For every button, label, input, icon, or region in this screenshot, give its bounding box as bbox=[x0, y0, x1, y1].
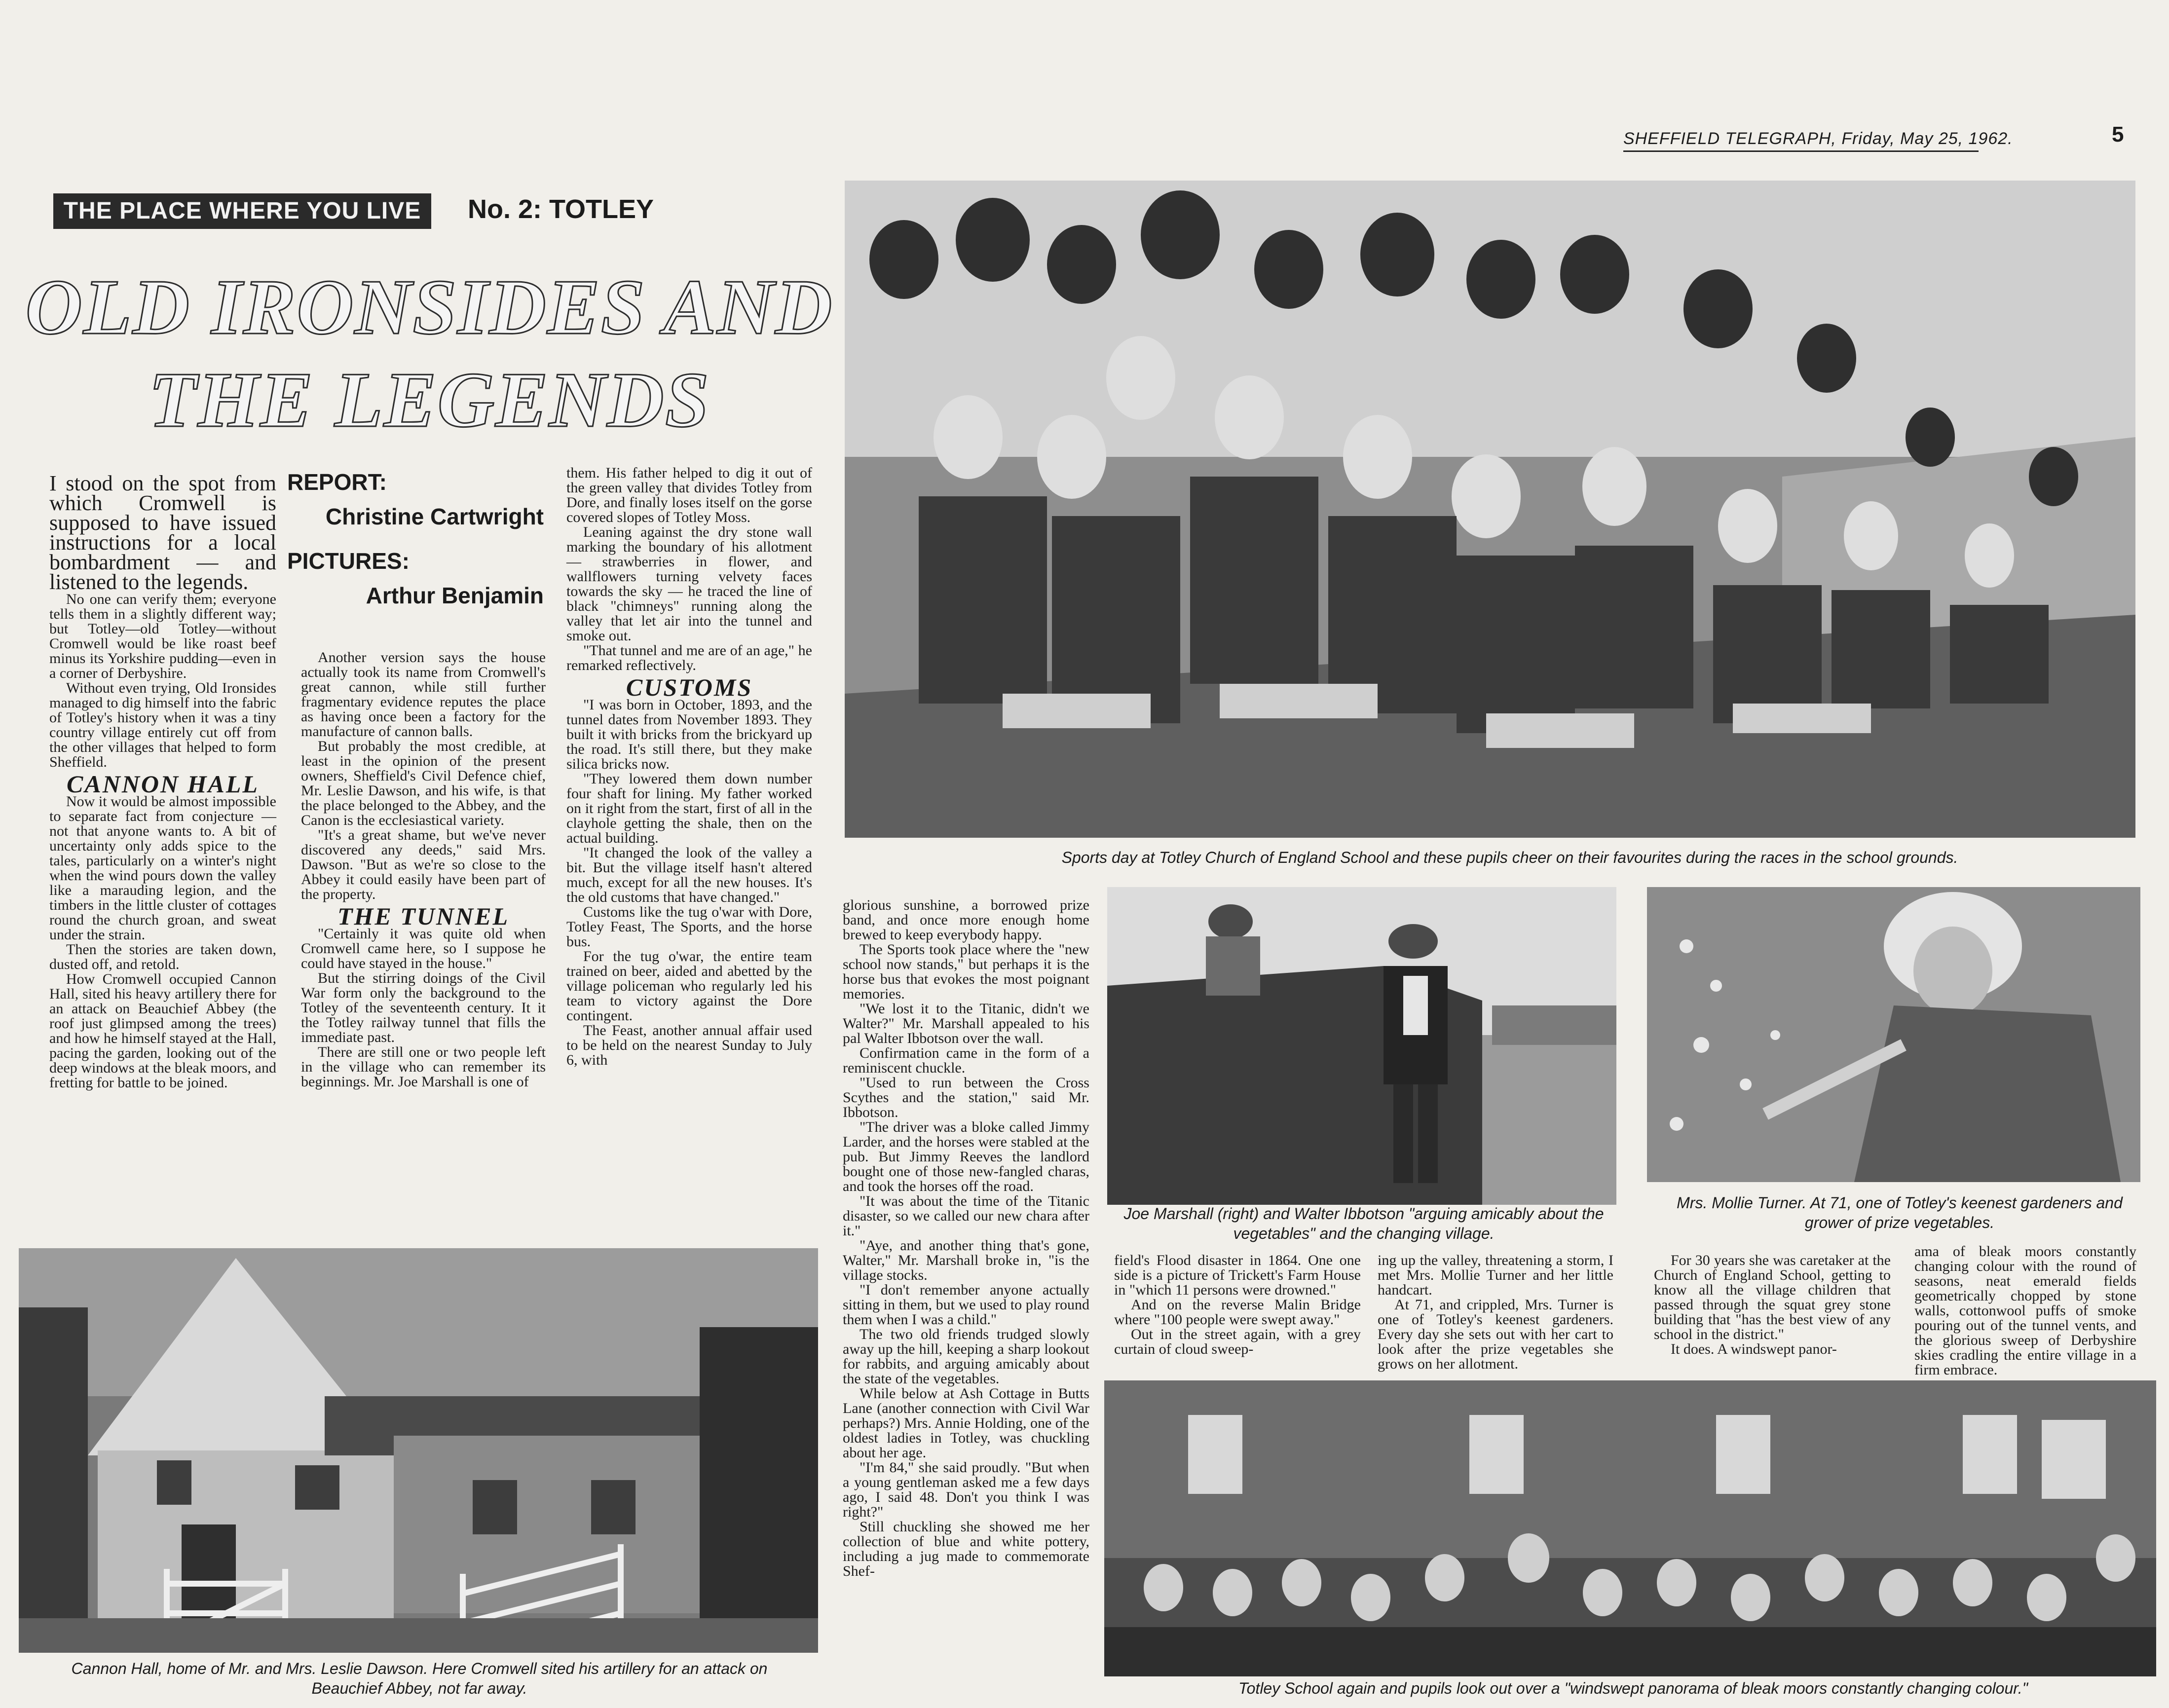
article-column-4 bbox=[843, 898, 1089, 1579]
paragraph: "Certainly it was quite old when Cromwell came here, so I suppose he could have stayed in the house." bbox=[301, 926, 546, 971]
totley-school-illustration bbox=[1104, 1380, 2156, 1676]
paragraph: "They lowered them down number four shaft for lining. My father worked on it right from the start, first of all in the clayhole getting the shale, then on the actual building. bbox=[566, 771, 812, 846]
paragraph: No one can verify them; everyone tells them in a slightly different way; but Totley—old Totley—without Cromwell would be like roast beef minus its Yorkshire pudding—even in a corner of Derbyshire. bbox=[49, 591, 276, 681]
pictures-name: Arthur Benjamin bbox=[366, 583, 544, 608]
paragraph: For the tug o'war, the entire team trained on beer, aided and abetted by the village policeman who regularly led his team to victory against the Dore contingent. bbox=[566, 948, 812, 1024]
paragraph: ing up the valley, threatening a storm, I met Mrs. Mollie Turner and her little handcart. bbox=[1378, 1252, 1613, 1298]
article-column-6 bbox=[1378, 1253, 1613, 1372]
paragraph: Customs like the tug o'war with Dore, Totley Feast, The Sports, and the horse bus. bbox=[566, 904, 812, 950]
caption-mollie-turner: Mrs. Mollie Turner. At 71, one of Totley's keenest gardeners and grower of prize vegetables. bbox=[1677, 1194, 2123, 1231]
paragraph: "That tunnel and me are of an age," he remarked reflectively. bbox=[566, 642, 812, 673]
paragraph: "I'm 84," she said proudly. "But when a young gentleman asked me a few days ago, I said 48. Don't you think I was right?" bbox=[843, 1459, 1089, 1520]
article-column-8 bbox=[1914, 1244, 2136, 1377]
paragraph: Without even trying, Old Ironsides managed to dig himself into the fabric of Totley's history when it was a tiny country village entirely cut off from the other villages that helped to form Sheffield. bbox=[49, 680, 276, 770]
photo-totley-school bbox=[1104, 1380, 2156, 1676]
paragraph: Then the stories are taken down, dusted off, and retold. bbox=[49, 941, 276, 972]
report-name: Christine Cartwright bbox=[325, 504, 544, 529]
cannon-hall-illustration bbox=[19, 1248, 818, 1653]
paragraph: How Cromwell occupied Cannon Hall, sited his heavy artillery there for an attack on Beauchief Abbey (the roof just glimpsed among the trees) and how he himself stayed at the Hall, pacing the garden, looking out of the deep windows at the bleak moors, and fretting for battle to be joined. bbox=[49, 971, 276, 1091]
series-label: THE PLACE WHERE YOU LIVE bbox=[53, 193, 431, 229]
paragraph: While below at Ash Cottage in Butts Lane (another connection with Civil War perhaps?) Mrs. Annie Holding, one of the oldest ladies in Totley, was chuckling about her age. bbox=[843, 1385, 1089, 1461]
report-label: REPORT: bbox=[287, 469, 387, 495]
headline-line-1: OLD IRONSIDES AND bbox=[25, 263, 833, 351]
caption-sports-day: Sports day at Totley Church of England School and these pupils cheer on their favourites during the races in the school grounds. bbox=[1061, 849, 1958, 866]
article-column-5 bbox=[1114, 1253, 1361, 1357]
caption-marshall-ibbotson: Joe Marshall (right) and Walter Ibbotson "arguing amicably about the vegetables" and the changing village. bbox=[1123, 1205, 1604, 1242]
masthead: SHEFFIELD TELEGRAPH, Friday, May 25, 1962. bbox=[1623, 129, 1979, 152]
paragraph: The Sports took place where the "new school now stands," but perhaps it is the horse bus that evokes the most poignant memories. bbox=[843, 941, 1089, 1002]
paragraph: At 71, and crippled, Mrs. Turner is one of Totley's keenest gardeners. Every day she sets out with her cart to look after the prize vegetables she grows on her allotment. bbox=[1378, 1297, 1613, 1372]
paragraph: Still chuckling she showed me her collection of blue and white pottery, including a jug made to commemorate Shef- bbox=[843, 1519, 1089, 1579]
paragraph: And on the reverse Malin Bridge where "100 people were swept away." bbox=[1114, 1297, 1361, 1328]
subhead-cannon-hall: CANNON HALL bbox=[67, 770, 259, 798]
paragraph: Confirmation came in the form of a reminiscent chuckle. bbox=[843, 1045, 1089, 1076]
article-column-3 bbox=[566, 466, 812, 1068]
paragraph: ama of bleak moors constantly changing colour with the round of seasons, neat emerald fields geometrically chopped by stone walls, cottonwool puffs of smoke pouring out of the tunnel vents, and the glorious sweep of Derbyshire skies cradling the entire village in a firm embrace. bbox=[1914, 1243, 2136, 1378]
paragraph: "I don't remember anyone actually sitting in them, but we used to play round them when I was a child." bbox=[843, 1282, 1089, 1328]
photo-cannon-hall bbox=[19, 1248, 818, 1653]
paragraph: Leaning against the dry stone wall marking the boundary of his allotment — strawberries in flower, and wallflowers turning velvety faces towards the sky — he traced the line of black "chimneys" running along the valley that let air into the tunnel and smoke out. bbox=[566, 524, 812, 644]
paragraph: Another version says the house actually took its name from Cromwell's great cannon, while still further fragmentary evidence reputes the place as having once been a factory for the manufacture of cannon balls. bbox=[301, 649, 546, 740]
paragraph: Now it would be almost impossible to separate fact from conjecture — not that anyone wants to. A bit of uncertainty only adds spice to the tales, particularly on a winter's night when the wind pours down the valley like a marauding legion, and the timbers in the little cluster of cottages round the church groan, and sweat under the strain. bbox=[49, 793, 276, 943]
lead-paragraph: I stood on the spot from which Cromwell is supposed to have issued instructions for a local bombardment — and listened to the legends. bbox=[49, 471, 276, 594]
paragraph: them. His father helped to dig it out of the green valley that divides Totley from Dore, and finally loses itself on the gorse covered slopes of Totley Moss. bbox=[566, 465, 812, 525]
headline-line-2: THE LEGENDS bbox=[149, 356, 710, 444]
paragraph: "It's a great shame, but we've never discovered any deeds," said Mrs. Dawson. "But as we're so close to the Abbey it could easily have been part of the property. bbox=[301, 827, 546, 902]
paragraph: But probably the most credible, at least in the opinion of the present owners, Sheffield's Civil Defence chief, Mr. Leslie Dawson, and his wife, is that the place belonged to the Abbey, and the Canon is the ecclesiastical variety. bbox=[301, 738, 546, 828]
paragraph: There are still one or two people left in the village who can remember its beginnings. Mr. Joe Marshall is one of bbox=[301, 1044, 546, 1090]
paragraph: The two old friends trudged slowly away up the hill, keeping a sharp lookout for rabbits, and arguing amicably about the state of the vegetables. bbox=[843, 1326, 1089, 1387]
paragraph: The Feast, another annual affair used to be held on the nearest Sunday to July 6, with bbox=[566, 1022, 812, 1068]
photo-sports-day bbox=[845, 181, 2135, 838]
paragraph: glorious sunshine, a borrowed prize band, and once more enough home brewed to keep everybody happy. bbox=[843, 897, 1089, 943]
paragraph: "The driver was a bloke called Jimmy Larder, and the horses were stabled at the pub. But Jimmy Reeves the landlord bought one of those new-fangled charas, and took the horses off the road. bbox=[843, 1119, 1089, 1194]
paragraph: For 30 years she was caretaker at the Church of England School, getting to know all the village children that passed through the squat grey stone building that "has the best view of any school in the district." bbox=[1654, 1252, 1891, 1342]
paragraph: It does. A windswept panor- bbox=[1671, 1341, 1837, 1357]
caption-totley-school: Totley School again and pupils look out over a "windswept panorama of bleak moors constantly changing colour." bbox=[1238, 1679, 2028, 1697]
paragraph: "It was about the time of the Titanic disaster, so we called our new chara after it." bbox=[843, 1193, 1089, 1239]
paragraph: "Used to run between the Cross Scythes and the station," said Mr. Ibbotson. bbox=[843, 1075, 1089, 1120]
credits-block bbox=[287, 469, 544, 609]
marshall-ibbotson-illustration bbox=[1107, 887, 1616, 1205]
page-number: 5 bbox=[2112, 122, 2124, 147]
paragraph: But the stirring doings of the Civil War form only the background to the Totley of the seventeenth century. It it the Totley railway tunnel that fills the immediate past. bbox=[301, 970, 546, 1045]
paragraph: field's Flood disaster in 1864. One one side is a picture of Trickett's Farm House in "which 11 persons were drowned." bbox=[1114, 1252, 1361, 1298]
photo-marshall-ibbotson bbox=[1107, 887, 1616, 1205]
subhead-the-tunnel: THE TUNNEL bbox=[337, 902, 510, 930]
pictures-label: PICTURES: bbox=[287, 548, 410, 574]
article-column-1 bbox=[49, 471, 276, 1091]
paragraph: "I was born in October, 1893, and the tunnel dates from November 1893. They built it with bricks from the brickyard up the road. It's still there, but they make silica bricks now. bbox=[566, 697, 812, 772]
paragraph: "We lost it to the Titanic, didn't we Walter?" Mr. Marshall appealed to his pal Walter Ibbotson over the wall. bbox=[843, 1001, 1089, 1046]
mollie-turner-illustration bbox=[1647, 887, 2140, 1182]
paragraph: "Aye, and another thing that's gone, Walter," Mr. Marshall broke in, "is the village stocks. bbox=[843, 1237, 1089, 1283]
article-column-2 bbox=[301, 650, 546, 1089]
photo-mollie-turner bbox=[1647, 887, 2140, 1182]
paragraph: "It changed the look of the valley a bit. But the village itself hasn't altered much, except for all the new houses. It's the old customs that have changed." bbox=[566, 845, 812, 905]
subhead-customs: CUSTOMS bbox=[626, 673, 753, 701]
series-number: No. 2: TOTLEY bbox=[468, 194, 654, 224]
sports-day-illustration bbox=[845, 181, 2135, 838]
paragraph: Out in the street again, with a grey curtain of cloud sweep- bbox=[1114, 1326, 1361, 1357]
caption-cannon-hall: Cannon Hall, home of Mr. and Mrs. Leslie Dawson. Here Cromwell sited his artillery for an attack on Beauchief Abbey, not far away. bbox=[71, 1660, 768, 1697]
article-column-7 bbox=[1654, 1253, 1891, 1357]
